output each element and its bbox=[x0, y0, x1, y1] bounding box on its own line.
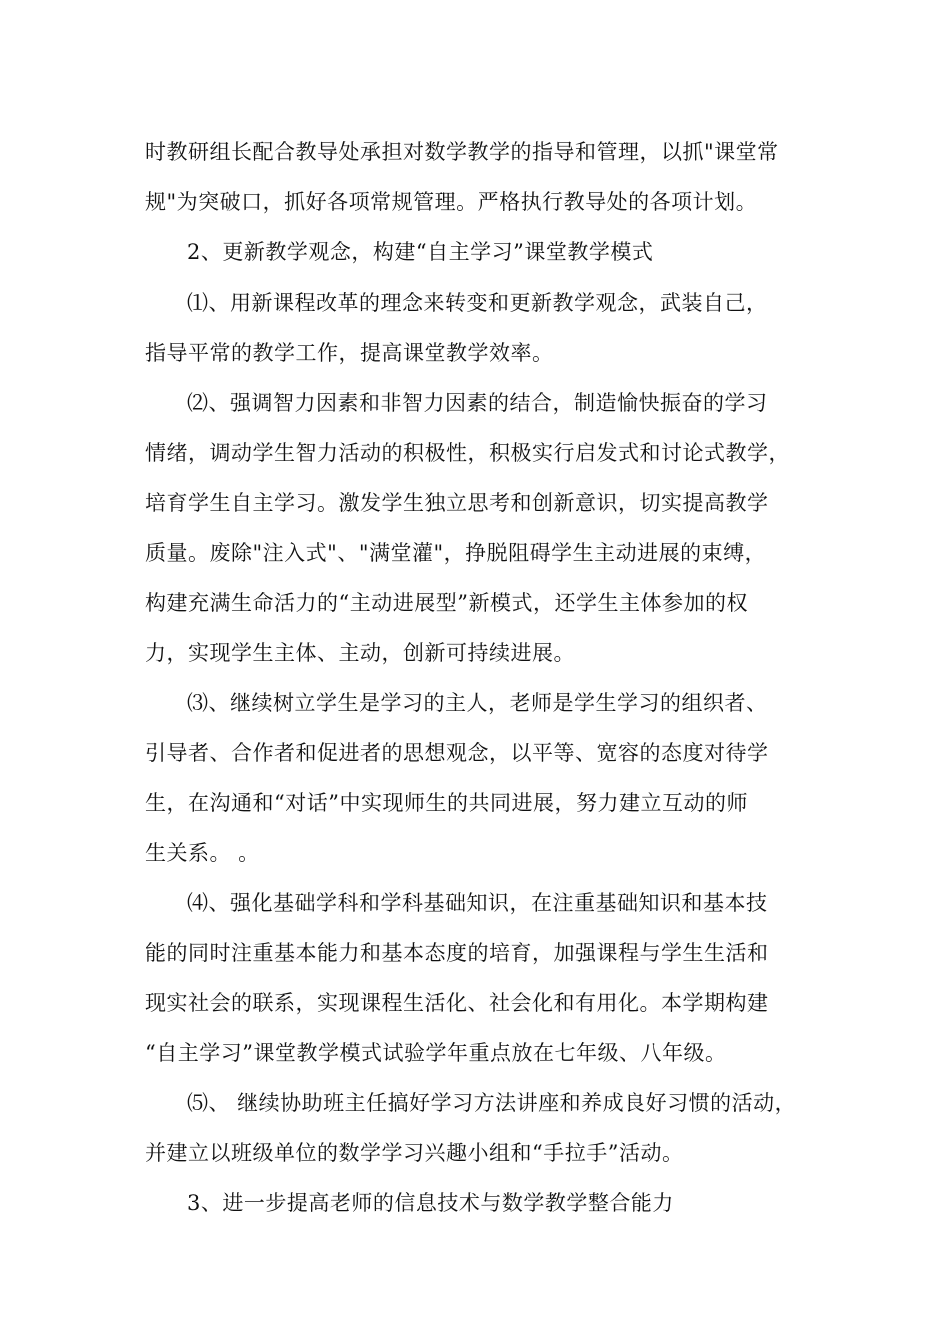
text-line: ⑵、强调智力因素和非智力因素的结合，制造愉快振奋的学习 bbox=[187, 391, 768, 415]
text-line: “自主学习”课堂教学模式试验学年重点放在七年级、八年级。 bbox=[145, 1041, 727, 1065]
text-line: 生，在沟通和“对话”中实现师生的共同进展，努力建立互动的师 bbox=[145, 791, 748, 815]
text-line: ⑸、 继续协助班主任搞好学习方法讲座和养成良好习惯的活动， bbox=[187, 1091, 797, 1115]
text-line: ⑶、继续树立学生是学习的主人，老师是学生学习的组织者、 bbox=[187, 691, 768, 715]
text-line: 力，实现学生主体、主动，创新可持续进展。 bbox=[145, 641, 575, 665]
text-line: ⑴、用新课程改革的理念来转变和更新教学观念，武装自己， bbox=[187, 291, 768, 315]
text-line: 培育学生自主学习。激发学生独立思考和创新意识，切实提高教学 bbox=[145, 491, 769, 515]
text-line: 情绪，调动学生智力活动的积极性，积极实行启发式和讨论式教学， bbox=[145, 441, 790, 465]
text-line: 现实社会的联系，实现课程生活化、社会化和有用化。本学期构建 bbox=[145, 991, 769, 1015]
text-line: 能的同时注重基本能力和基本态度的培育，加强课程与学生生活和 bbox=[145, 941, 769, 965]
text-line: 并建立以班级单位的数学学习兴趣小组和“手拉手”活动。 bbox=[145, 1141, 684, 1165]
text-line: 质量。废除"注入式"、"满堂灌"，挣脱阻碍学生主动进展的束缚， bbox=[145, 541, 767, 565]
text-line: 时教研组长配合教导处承担对数学教学的指导和管理，以抓"课堂常 bbox=[145, 140, 779, 164]
text-line: ⑷、强化基础学科和学科基础知识，在注重基础知识和基本技 bbox=[187, 891, 768, 915]
text-line: 规"为突破口，抓好各项常规管理。严格执行教导处的各项计划。 bbox=[145, 190, 758, 214]
section-heading: 3、进一步提高老师的信息技术与数学教学整合能力 bbox=[187, 1191, 674, 1215]
text-line: 引导者、合作者和促进者的思想观念，以平等、宽容的态度对待学 bbox=[145, 741, 769, 765]
text-line: 构建充满生命活力的“主动进展型”新模式，还学生主体参加的权 bbox=[145, 591, 748, 615]
text-line: 生关系。 。 bbox=[145, 841, 260, 865]
section-heading: 2、更新教学观念，构建“自主学习”课堂教学模式 bbox=[187, 240, 654, 264]
text-line: 指导平常的教学工作，提高课堂教学效率。 bbox=[145, 341, 554, 365]
